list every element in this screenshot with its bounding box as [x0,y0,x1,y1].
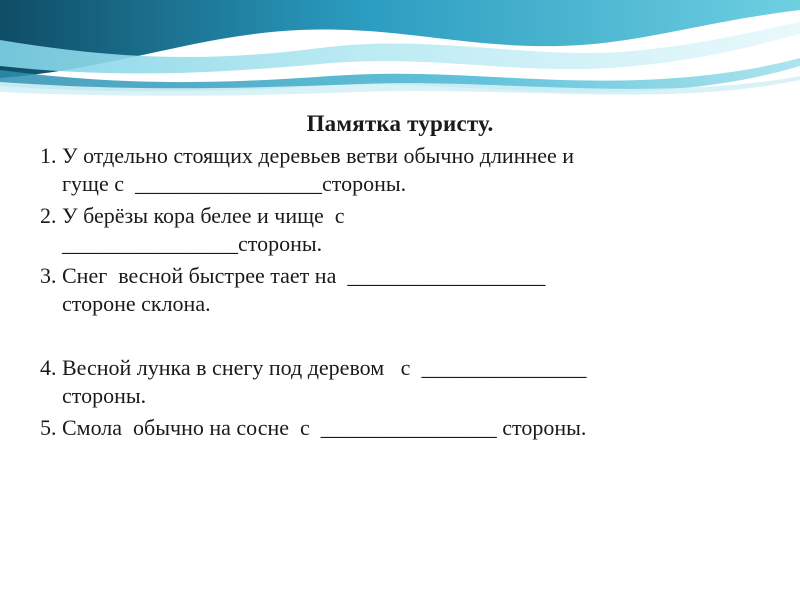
list-item-2 [40,202,780,258]
slide-content [0,108,800,588]
list-item-3-line-2: стороне склона. [62,291,211,316]
list-item-2-line-1: 2. У берёзы кора белее и чище с [40,203,345,228]
list-item-2-line-2: ________________стороны. [62,231,323,256]
wave-banner [0,0,800,96]
list-item-1-line-1: 1. У отдельно стоящих деревьев ветви обычно длиннее и [40,143,575,168]
list-item-4 [40,354,780,410]
list-item-4-line-1: 4. Весной лунка в снегу под деревом с _______________ [40,355,587,380]
wave-banner-graphic [0,0,800,96]
list-item-1-line-2: гуще с _________________стороны. [62,171,407,196]
list-item-5-line-1: 5. Смола обычно на сосне с ________________ стороны. [40,415,587,440]
list-item-5 [40,414,780,442]
slide-title: Памятка туристу. [306,111,494,136]
list-item-3 [40,262,780,318]
list-item-3-line-1: 3. Снег весной быстрее тает на __________________ [40,263,546,288]
list-item-4-line-2: стороны. [62,383,147,408]
list-item-1 [40,142,780,198]
